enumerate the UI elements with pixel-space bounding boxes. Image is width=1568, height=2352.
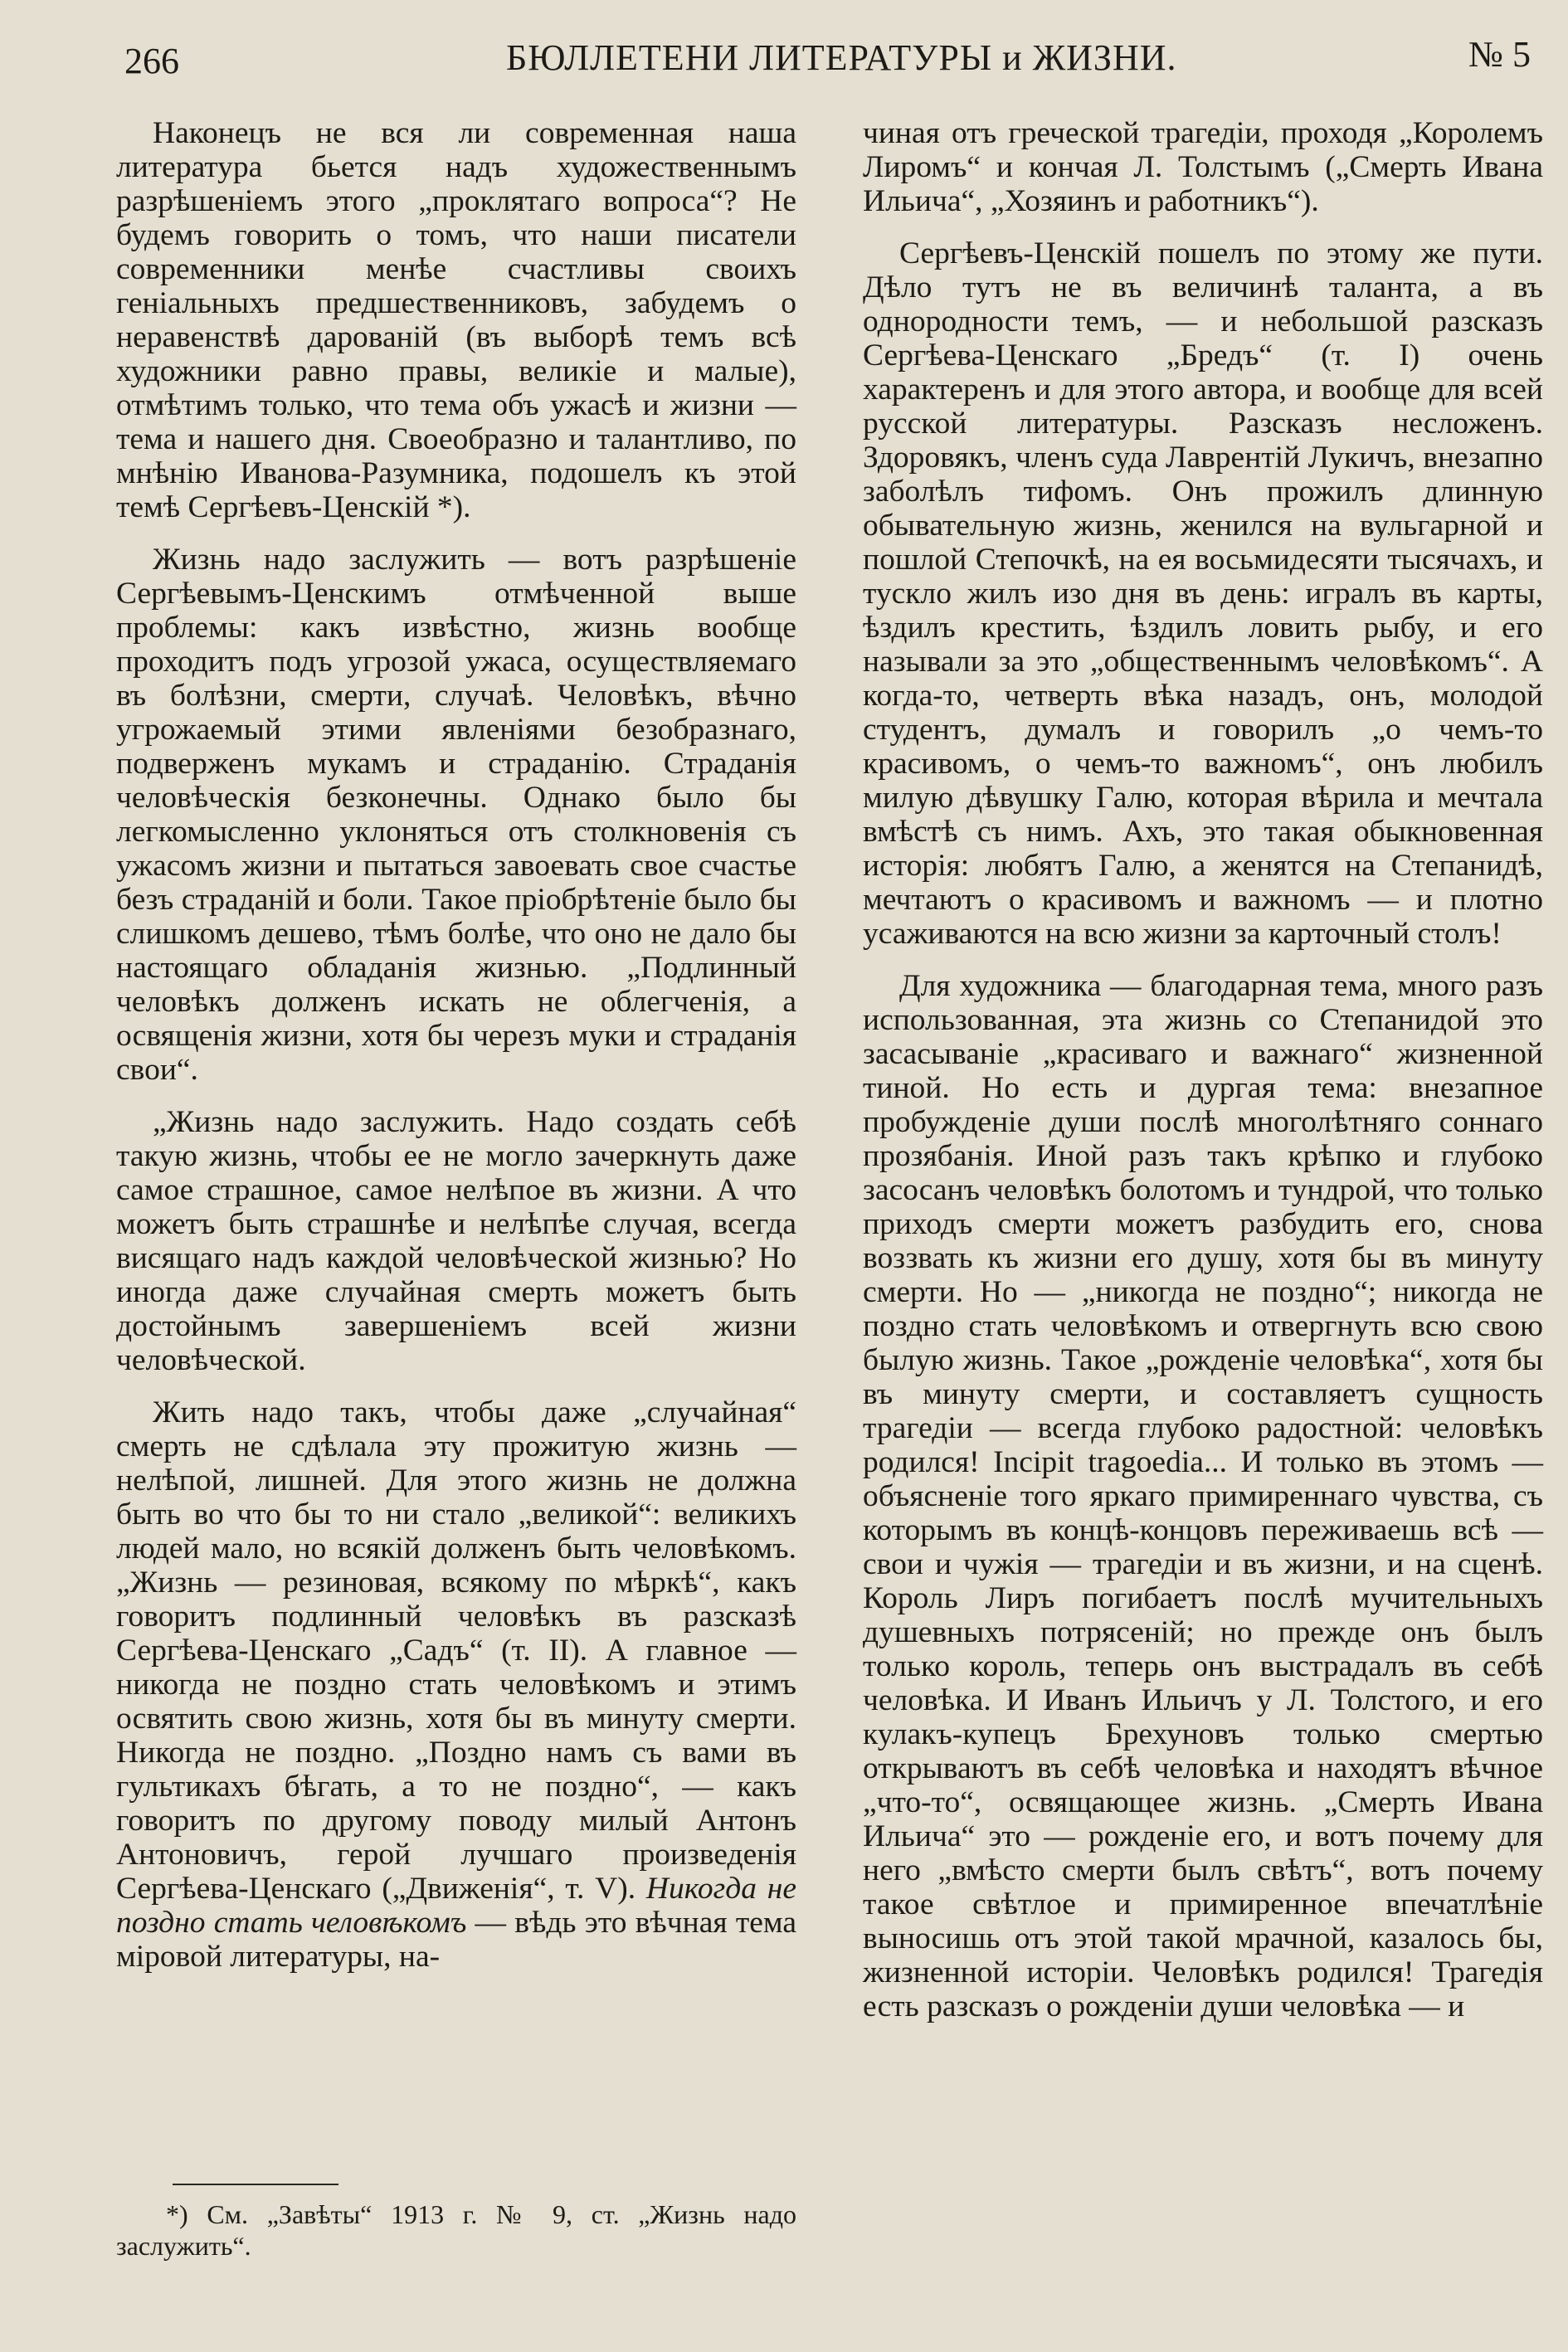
page-number: 266 [124,41,179,81]
paragraph: Сергѣевъ-Ценскій пошелъ по этому же пути. Дѣло тутъ не въ величинѣ таланта, а въ однородности темъ, — и небольшой разсказъ Сергѣева-Ценскаго „Бредъ“ (т. I) очень характеренъ и для этого автора, и вообще для всей русской литературы. Разсказъ несложенъ. Здоровякъ, членъ суда Лаврентій Лукичъ, внезапно заболѣлъ тифомъ. Онъ прожилъ длинную обывательную жизнь, женился на вульгарной и пошлой Степочкѣ, на ея восьмидесяти тысячахъ, и тускло жилъ изо дня въ день: игралъ въ карты, ѣздилъ крестить, ѣздилъ ловить рыбу, и его называли за это „общественнымъ человѣкомъ“. А когда-то, четверть вѣка назадъ, онъ, молодой студентъ, думалъ и говорилъ „о чемъ-то красивомъ, о чемъ-то важномъ“, онъ любилъ милую дѣвушку Галю, которая вѣрила и мечтала вмѣстѣ съ нимъ. Ахъ, это такая обыкновенная исторія: любятъ Галю, а женятся на Степанидѣ, мечтаютъ о красивомъ и важномъ — и плотно усаживаются на всю жизни за карточный столъ! [863,236,1543,951]
paragraph: чиная отъ греческой трагедіи, проходя „Королемъ Лиромъ“ и кончая Л. Толстымъ („Смерть Ивана Ильича“, „Хозяинъ и работникъ“). [863,116,1543,218]
footnote: *) См. „Завѣты“ 1913 г. № 9, ст. „Жизнь надо заслужить“. [116,2199,796,2261]
paragraph-text: Жить надо такъ, чтобы даже „случайная“ смерть не сдѣлала эту прожитую жизнь — нелѣпой, лишней. Для этого жизнь не должна быть во что бы то ни стало „великой“: великихъ людей мало, но всякій долженъ быть человѣкомъ. „Жизнь — резиновая, всякому по мѣркѣ“, какъ говоритъ подлинный человѣкъ въ разсказѣ Сергѣева-Ценскаго „Садъ“ (т. II). А главное — никогда не поздно стать человѣкомъ и этимъ освятить свою жизнь, хотя бы въ минуту смерти. Никогда не поздно. „Поздно намъ съ вами въ гультикахъ бѣгать, а то не поздно“, — какъ говоритъ по другому поводу милый Антонъ Антоновичъ, герой лучшаго произведенія Сергѣева-Ценскаго („Движенія“, т. V). [116,1395,796,1906]
paragraph: Для художника — благодарная тема, много разъ использованная, эта жизнь со Степанидой это засасываніе „красиваго и важнаго“ жизненной тиной. Но есть и дургая тема: внезапное пробужденіе души послѣ многолѣтняго соннаго прозябанія. Иной разъ такъ крѣпко и глубоко засосанъ человѣкъ болотомъ и тундрой, что только приходъ смерти можетъ разбудить его, снова воззвать къ жизни его душу, хотя бы въ минуту смерти. Но — „никогда не поздно“; никогда не поздно стать человѣкомъ и отвергнуть всю свою былую жизнь. Такое „рожденіе человѣка“, хотя бы въ минуту смерти, и составляетъ сущность трагедіи — всегда глубоко радостной: человѣкъ родился! Incipit tragoedia... И только въ этомъ — объясненіе того яркаго примиреннаго чувства, съ которымъ въ концѣ-концовъ переживаешь всѣ — свои и чужія — трагедіи и въ жизни, и на сценѣ. Король Лиръ погибаетъ послѣ мучительныхъ душевныхъ потрясеній; но прежде онъ былъ только король, теперь онъ выстрадалъ въ себѣ человѣка. И Иванъ Ильичъ у Л. Толстого, и его кулакъ-купецъ Брехуновъ только смертью открываютъ въ себѣ человѣка и находятъ вѣчное „что-то“, освящающее жизнь. „Смерть Ивана Ильича“ это — рожденіе его, и вотъ почему для него „вмѣсто смерти былъ свѣтъ“, вотъ почему такое свѣтлое и примиренное впечатлѣніе выносишь отъ этой такой мрачной, казалось бы, жизненной исторіи. Человѣкъ родился! Трагедія есть разсказъ о рожденіи души человѣка — и [863,969,1543,2023]
right-column [863,116,1543,2042]
paragraph: Наконецъ не вся ли современная наша литература бьется надъ художественнымъ разрѣшеніемъ этого „проклятаго вопроса“? Не будемъ говорить о томъ, что наши писатели современники менѣе счастливы своихъ геніальныхъ предшественниковъ, забудемъ о неравенствѣ дарованій (въ выборѣ темъ всѣ художники равно правы, великіе и малые), отмѣтимъ только, что тема объ ужасѣ и жизни — тема и нашего дня. Своеобразно и талантливо, по мнѣнію Иванова-Разумника, подошелъ къ этой темѣ Сергѣевъ-Ценскій *). [116,116,796,524]
paragraph [116,1395,796,1974]
running-title: БЮЛЛЕТЕНИ ЛИТЕРАТУРЫ и ЖИЗНИ. [506,37,1177,78]
paragraph-text: — вѣдь это вѣчная тема міровой литературы, на- [116,1906,796,1974]
paragraph: „Жизнь надо заслужить. Надо создать себѣ такую жизнь, чтобы ее не могло зачеркнуть даже самое страшное, самое нелѣпое въ жизни. А что можетъ быть страшнѣе и нелѣпѣе случая, всегда висящаго надъ каждой человѣческой жизнью? Но иногда даже случайная смерть можетъ быть достойнымъ завершеніемъ всей жизни человѣческой. [116,1105,796,1377]
emphasis-text: Никогда не поздно стать человѣкомъ [116,1872,796,1940]
footnote-divider [173,2184,338,2185]
issue-number: № 5 [1468,34,1531,75]
left-column [116,116,796,1992]
page-header [124,33,1531,91]
paragraph: Жизнь надо заслужить — вотъ разрѣшеніе Сергѣевымъ-Ценскимъ отмѣченной выше проблемы: какъ извѣстно, жизнь вообще проходитъ подъ угрозой ужаса, осуществляемаго въ болѣзни, смерти, случаѣ. Человѣкъ, вѣчно угрожаемый этими явленіями безобразнаго, подверженъ мукамъ и страданію. Страданія человѣческія безконечны. Однако было бы легкомысленно уклоняться отъ столкновенія съ ужасомъ жизни и пытаться завоевать свое счастье безъ страданій и боли. Такое пріобрѣтеніе было бы слишкомъ дешево, тѣмъ болѣе, что оно не дало бы настоящаго обладанія жизнью. „Подлинный человѣкъ долженъ искать не облегченія, а освященія жизни, хотя бы черезъ муки и страданія свои“. [116,543,796,1087]
